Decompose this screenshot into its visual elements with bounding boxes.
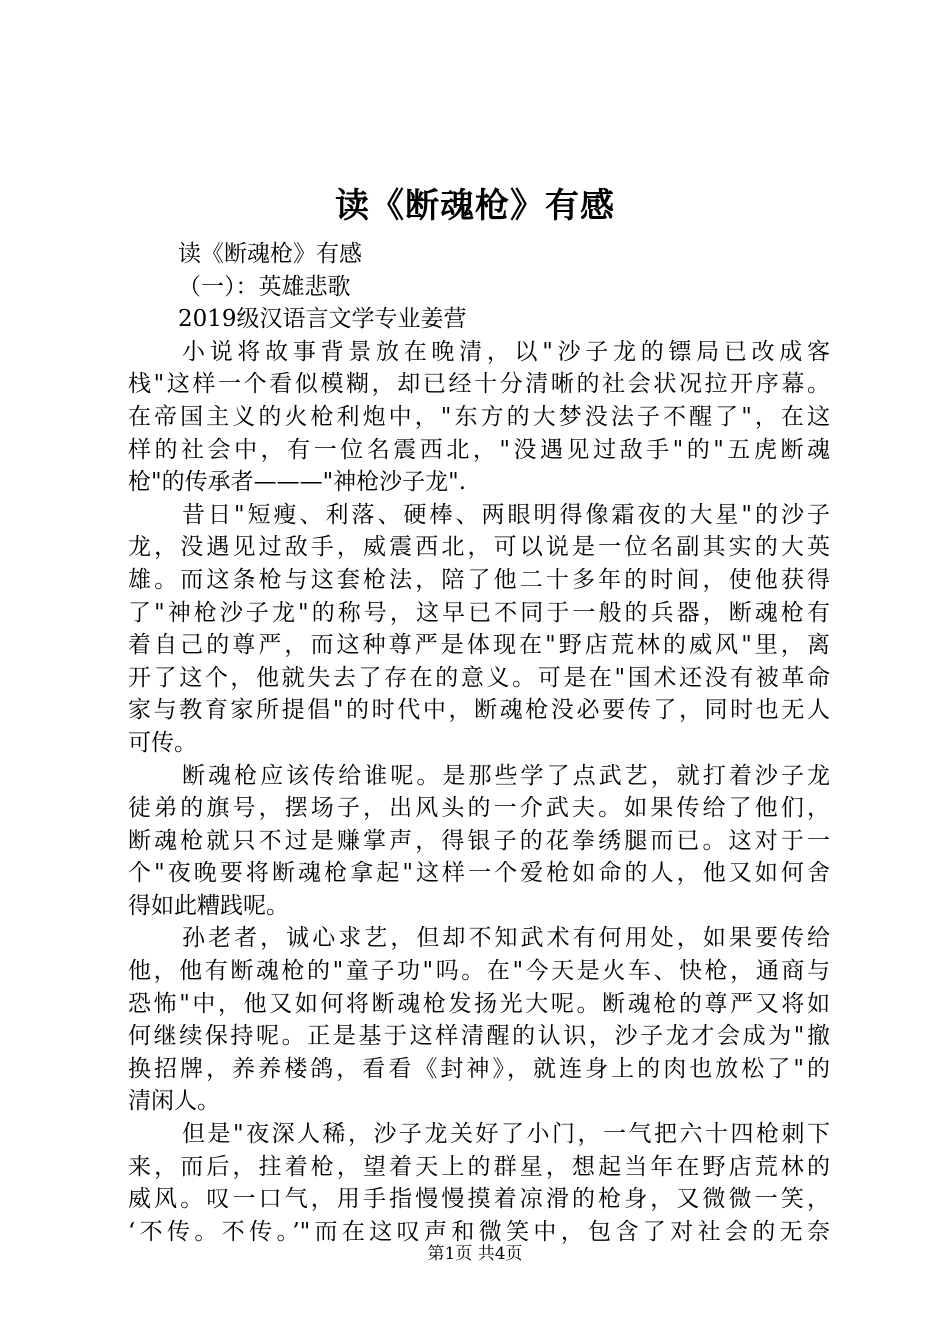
subtitle-line: 读《断魂枪》有感 [178, 241, 362, 267]
paragraph-5-line: 威风。叹一口气，用手指慢慢摸着凉滑的枪身，又微微一笑， [128, 1186, 830, 1213]
paragraph-2-line: 了"神枪沙子龙"的称号，这早已不同于一般的兵器，断魂枪有 [128, 599, 830, 626]
paragraph-1-line: 在帝国主义的火枪利炮中，"东方的大梦没法子不醒了"，在这 [128, 403, 830, 430]
page-footer: 第1页 共4页 [427, 1244, 523, 1264]
paragraph-5-line: ‘不传。不传。’"而在这叹声和微笑中，包含了对社会的无奈 [128, 1218, 830, 1245]
section-heading: （一）：英雄悲歌 [178, 273, 351, 300]
paragraph-4-line: 换招牌，养养楼鸽，看看《封神》，就连身上的肉也放松了"的 [128, 1055, 830, 1082]
paragraph-1-line: 栈"这样一个看似模糊，却已经十分清晰的社会状况拉开序幕。 [128, 371, 830, 398]
paragraph-3-line: 断魂枪就只不过是赚掌声，得银子的花拳绣腿而已。这对于一 [128, 827, 830, 854]
author-line: 2019级汉语言文学专业姜营 [178, 306, 467, 333]
paragraph-5-line: 来，而后，拄着枪，望着天上的群星，想起当年在野店荒林的 [128, 1153, 830, 1180]
paragraph-4-line: 何继续保持呢。正是基于这样清醒的认识，沙子龙才会成为"撤 [128, 1023, 830, 1050]
paragraph-2-line: 昔日"短瘦、利落、硬棒、两眼明得像霜夜的大星"的沙子 [182, 501, 830, 528]
paragraph-2-line: 家与教育家所提倡"的时代中，断魂枪没必要传了，同时也无人 [128, 697, 830, 724]
paragraph-2-line: 开了这个，他就失去了存在的意义。可是在"国术还没有被革命 [128, 664, 830, 691]
paragraph-3-line: 徒弟的旗号，摆场子，出风头的一介武夫。如果传给了他们， [128, 795, 830, 822]
paragraph-5-line: 但是"夜深人稀，沙子龙关好了小门，一气把六十四枪刺下 [182, 1121, 830, 1148]
paragraph-4-line: 他，他有断魂枪的"童子功"吗。在"今天是火车、快枪，通商与 [128, 958, 830, 985]
document-body [128, 238, 830, 1248]
paragraph-2-line: 可传。 [128, 729, 197, 756]
paragraph-4-line: 清闲人。 [128, 1088, 220, 1115]
paragraph-2-line: 雄。而这条枪与这套枪法，陪了他二十多年的时间，使他获得 [128, 566, 830, 593]
paragraph-4-line: 恐怖"中，他又如何将断魂枪发扬光大呢。断魂枪的尊严又将如 [128, 990, 830, 1017]
paragraph-3-line: 得如此糟践呢。 [128, 892, 289, 919]
document-title: 读《断魂枪》有感 [335, 186, 615, 226]
paragraph-2-line: 着自己的尊严，而这种尊严是体现在"野店荒林的威风"里，离 [128, 632, 830, 659]
paragraph-3-line: 个"夜晚要将断魂枪拿起"这样一个爱枪如命的人，他又如何舍 [128, 860, 830, 887]
paragraph-1-line: 小说将故事背景放在晚清，以"沙子龙的镖局已改成客 [182, 338, 830, 365]
paragraph-3-line: 断魂枪应该传给谁呢。是那些学了点武艺，就打着沙子龙 [182, 762, 830, 789]
paragraph-1-line: 样的社会中，有一位名震西北，"没遇见过敌手"的"五虎断魂 [128, 436, 830, 463]
paragraph-1-line: 枪"的传承者———"神枪沙子龙". [128, 469, 467, 496]
paragraph-4-line: 孙老者，诚心求艺，但却不知武术有何用处，如果要传给 [182, 925, 830, 952]
paragraph-2-line: 龙，没遇见过敌手，威震西北，可以说是一位名副其实的大英 [128, 534, 830, 561]
